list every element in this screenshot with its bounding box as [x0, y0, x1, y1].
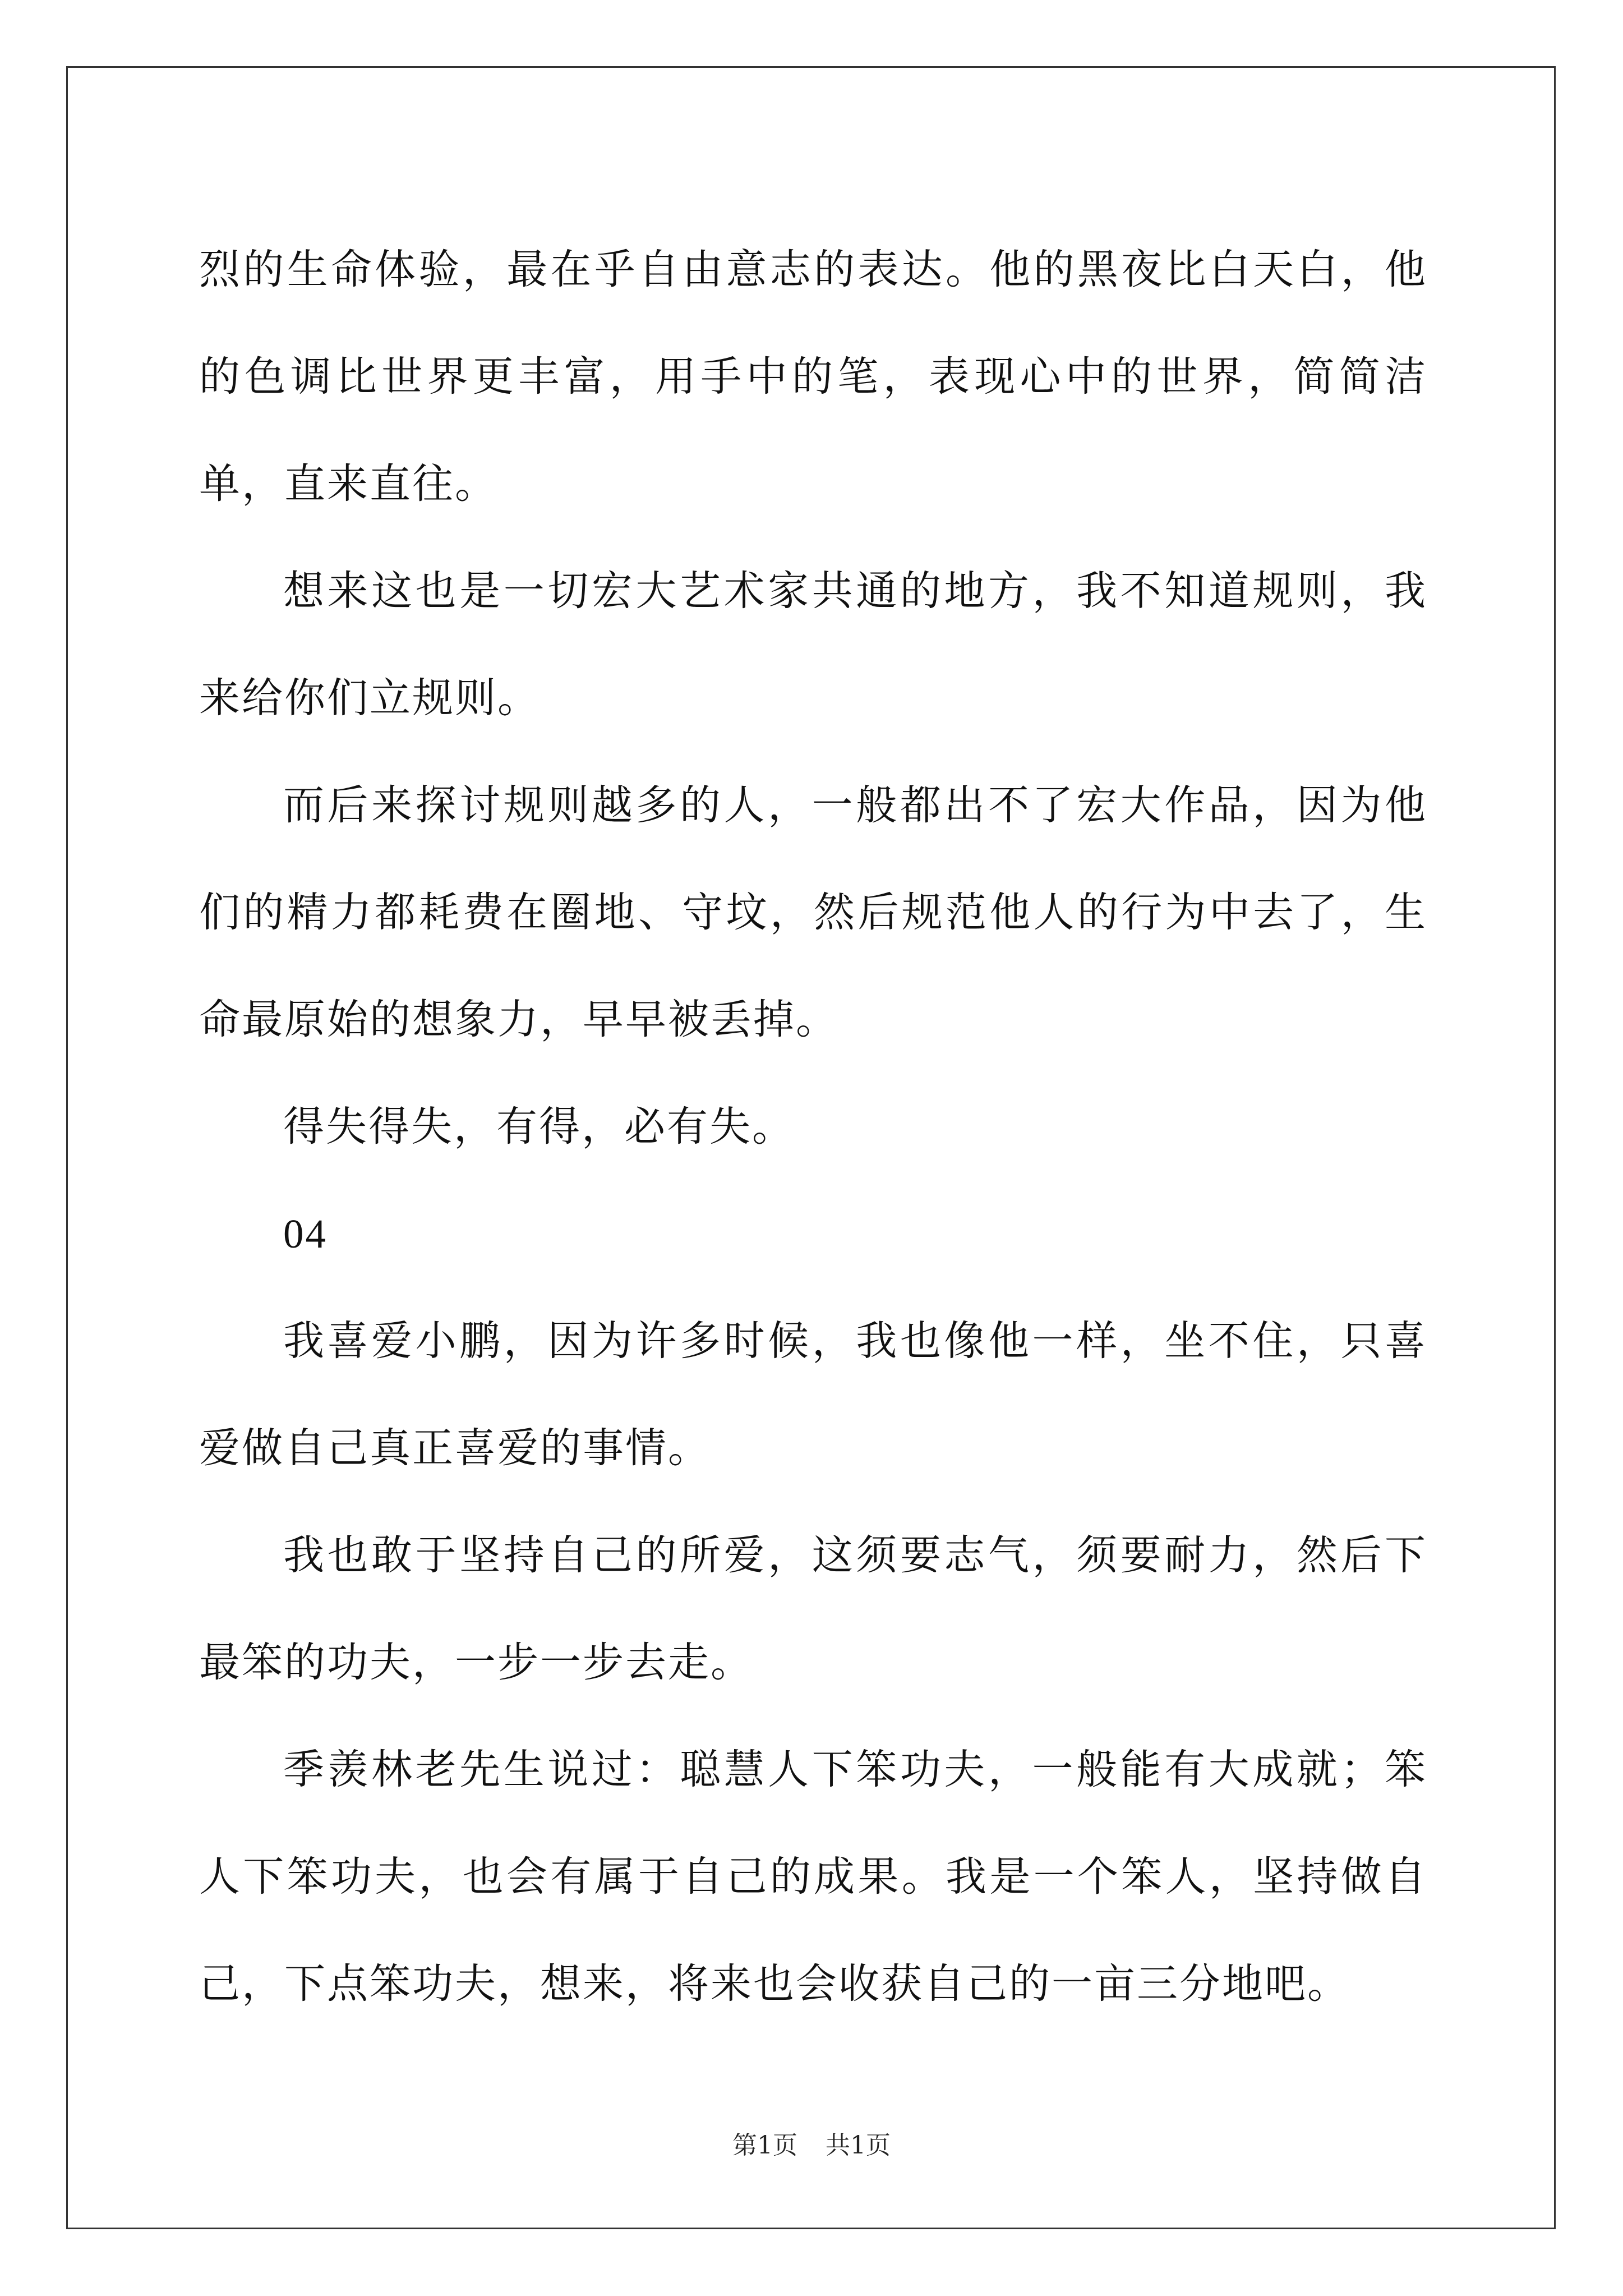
paragraph-continued: 烈的生命体验，最在乎自由意志的表达。他的黑夜比白天白，他的色调比世界更丰富，用手中的笔，表现心中的世界，简简洁单，直来直往。: [199, 246, 1427, 508]
page-footer: [0, 2129, 1623, 2162]
paragraph: 想来这也是一切宏大艺术家共通的地方，我不知道规则，我来给你们立规则。: [199, 567, 1427, 722]
paragraph: 得失得失，有得，必有失。: [283, 1103, 795, 1151]
paragraph: 季羡林老先生说过：聪慧人下笨功夫，一般能有大成就；笨人下笨功夫，也会有属于自己的成果。我是一个笨人，坚持做自己，下点笨功夫，想来，将来也会收获自己的一亩三分地吧。: [199, 1746, 1427, 2008]
page-total: 共1页: [826, 2131, 891, 2160]
paragraph: 而后来探讨规则越多的人，一般都出不了宏大作品，因为他们的精力都耗费在圈地、守坟，然后规范他人的行为中去了，生命最原始的想象力，早早被丢掉。: [199, 781, 1427, 1043]
page-number: 第1页: [732, 2131, 797, 2160]
paragraph: 我喜爱小鹏，因为许多时候，我也像他一样，坐不住，只喜爱做自己真正喜爱的事情。: [199, 1317, 1427, 1472]
paragraph: 我也敢于坚持自己的所爱，这须要志气，须要耐力，然后下最笨的功夫，一步一步去走。: [199, 1531, 1427, 1686]
document-body: [199, 216, 1427, 2037]
section-number: 04: [283, 1211, 328, 1257]
